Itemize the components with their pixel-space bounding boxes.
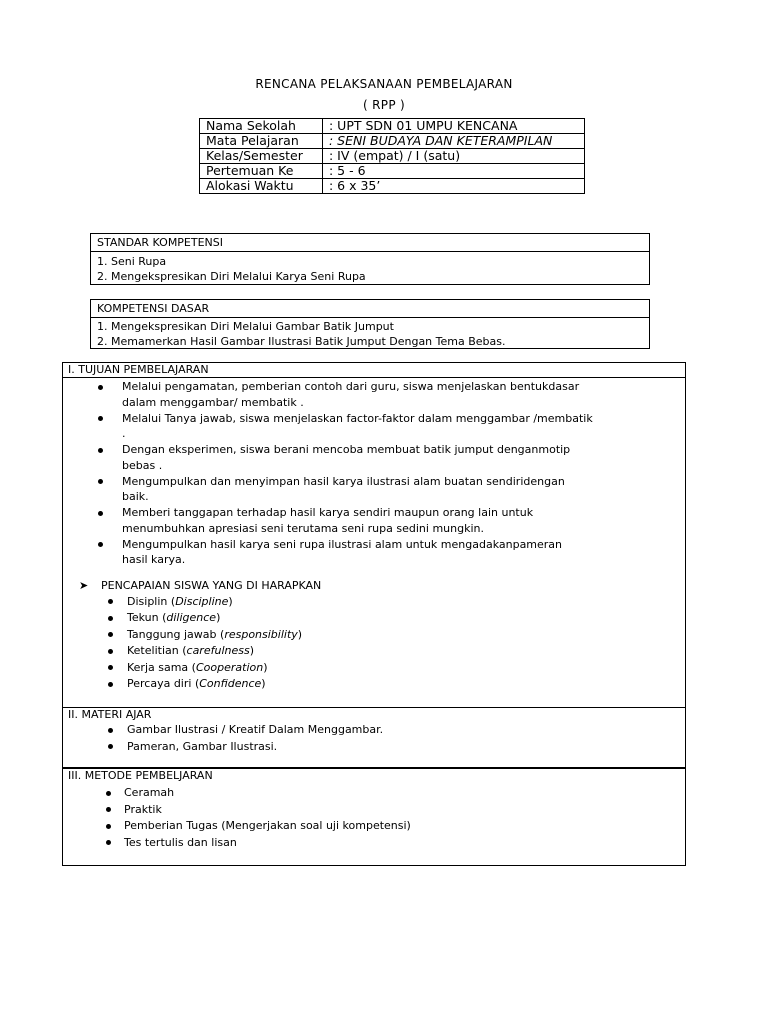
bullet-icon [98,479,103,484]
list-item: Percaya diri (Confidence) [63,676,685,693]
section-heading: III. METODE PEMBELJARAN [68,769,213,782]
list-item: Tekun (diligence) [63,610,685,627]
kompetensi-dasar-box [90,299,650,349]
list-item: Gambar Ilustrasi / Kreatif Dalam Menggambar. [63,722,685,739]
info-label: Alokasi Waktu [200,179,323,194]
section-materi [62,707,686,768]
standar-item: 1. Seni Rupa [97,255,167,268]
list-item: Tes tertulis dan lisan [63,835,685,852]
standar-kompetensi-heading: STANDAR KOMPETENSI [91,234,649,252]
info-row [200,179,585,194]
materi-list [63,722,685,755]
bullet-icon [106,807,111,812]
info-label: Nama Sekolah [200,119,323,134]
list-item: Ketelitian (carefulness) [63,643,685,660]
bullet-icon [108,616,113,621]
bullet-icon [108,599,113,604]
list-item: Pameran, Gambar Ilustrasi. [63,739,685,756]
info-value: : 5 - 6 [323,164,585,179]
list-item: Dengan eksperimen, siswa berani mencoba membuat batik jumput denganmotip bebas . [63,442,685,473]
list-item: Ceramah [63,785,685,802]
list-item: Mengumpulkan dan menyimpan hasil karya ilustrasi alam buatan sendiridengan baik. [63,474,685,505]
info-label: Kelas/Semester [200,149,323,164]
bullet-icon [108,649,113,654]
standar-kompetensi-box [90,233,650,285]
info-label: Mata Pelajaran [200,134,323,149]
bullet-icon [108,682,113,687]
bullet-icon [108,728,113,733]
info-label: Pertemuan Ke [200,164,323,179]
bullet-icon [98,448,103,453]
list-item: Melalui Tanya jawab, siswa menjelaskan factor-faktor dalam menggambar /membatik . [63,411,685,442]
info-value: : SENI BUDAYA DAN KETERAMPILAN [323,134,585,149]
kompetensi-item: 2. Memamerkan Hasil Gambar Ilustrasi Batik Jumput Dengan Tema Bebas. [97,335,506,348]
info-row [200,164,585,179]
list-item: Kerja sama (Cooperation) [63,660,685,677]
list-item: Tanggung jawab (responsibility) [63,627,685,644]
bullet-icon [108,665,113,670]
info-row [200,119,585,134]
bullet-icon [98,511,103,516]
arrow-bullet-icon: ➤ [79,578,89,592]
info-row [200,149,585,164]
metode-list [63,785,685,851]
school-info-table [199,118,585,194]
standar-item: 2. Mengekspresikan Diri Melalui Karya Seni Rupa [97,270,366,283]
bullet-icon [98,542,103,547]
info-value: : UPT SDN 01 UMPU KENCANA [323,119,585,134]
kompetensi-dasar-heading: KOMPETENSI DASAR [91,300,649,318]
document-subtitle: ( RPP ) [363,98,405,112]
list-item: Melalui pengamatan, pemberian contoh dari guru, siswa menjelaskan bentukdasar dalam menggambar/ membatik . [63,379,685,410]
list-item: Praktik [63,802,685,819]
section-tujuan [62,362,686,708]
list-item: Memberi tanggapan terhadap hasil karya sendiri maupun orang lain untuk menumbuhkan apresiasi seni terutama seni rupa sedini mungkin. [63,505,685,536]
info-row [200,134,585,149]
bullet-icon [108,632,113,637]
section-metode [62,768,686,866]
bullet-icon [98,385,103,390]
bullet-icon [108,744,113,749]
bullet-icon [98,416,103,421]
list-item: Pemberian Tugas (Mengerjakan soal uji kompetensi) [63,818,685,835]
bullet-icon [106,824,111,829]
info-value: : 6 x 35’ [323,179,585,194]
kompetensi-item: 1. Mengekspresikan Diri Melalui Gambar Batik Jumput [97,320,394,333]
tujuan-list [63,379,685,568]
list-item: Disiplin (Discipline) [63,594,685,611]
section-heading: II. MATERI AJAR [68,708,152,721]
info-value: : IV (empat) / I (satu) [323,149,585,164]
bullet-icon [106,840,111,845]
list-item: Mengumpulkan hasil karya seni rupa ilustrasi alam untuk mengadakanpameran hasil karya. [63,537,685,568]
bullet-icon [106,791,111,796]
document-title: RENCANA PELAKSANAAN PEMBELAJARAN [255,77,513,91]
section-heading: I. TUJUAN PEMBELAJARAN [63,363,685,378]
pencapaian-list [63,594,685,694]
pencapaian-heading: ➤ PENCAPAIAN SISWA YANG DI HARAPKAN [79,578,322,592]
